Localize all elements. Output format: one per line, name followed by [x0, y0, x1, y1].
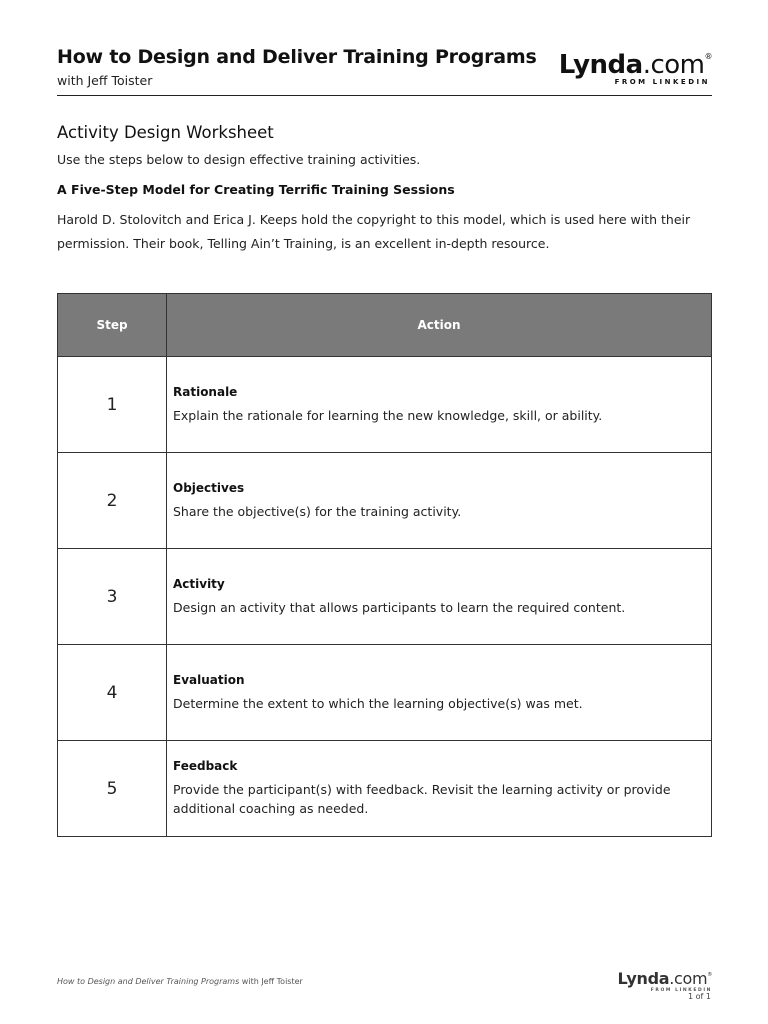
header-divider: [57, 95, 712, 96]
logo-domain-text: .com: [642, 50, 705, 80]
worksheet-title: Activity Design Worksheet: [57, 123, 274, 142]
logo-sub-text: FROM LINKEDIN: [614, 78, 710, 86]
footer-course-credit: [57, 977, 303, 986]
document-header: [57, 42, 712, 96]
action-title: Activity: [173, 576, 225, 591]
step-number: 1: [58, 357, 167, 453]
column-header-action: Action: [167, 294, 712, 357]
action-cell: [167, 549, 712, 645]
footer-lynda-logo: [618, 966, 712, 993]
document-subtitle: with Jeff Toister: [57, 73, 153, 88]
action-description: Provide the participant(s) with feedback. Revisit the learning activity or provide additional coaching as needed.: [173, 782, 671, 816]
footer-logo-registered-mark: ®: [707, 972, 712, 978]
footer-author: with Jeff Toister: [241, 977, 303, 986]
model-heading: A Five-Step Model for Creating Terrific Training Sessions: [57, 182, 455, 197]
action-description: Share the objective(s) for the training activity.: [173, 503, 462, 519]
action-cell: [167, 453, 712, 549]
logo-main-text: Lynda: [558, 50, 643, 80]
logo-registered-mark: ®: [704, 52, 712, 61]
column-header-step: Step: [58, 294, 167, 357]
table-row: [58, 741, 712, 837]
action-cell: [167, 357, 712, 453]
action-cell: [167, 741, 712, 837]
action-description: Explain the rationale for learning the new knowledge, skill, or ability.: [173, 407, 603, 423]
step-number: 3: [58, 549, 167, 645]
copyright-credit: Harold D. Stolovitch and Erica J. Keeps hold the copyright to this model, which is used here with their permission. Their book, Telling Ain’t Training, is an excellent in-depth resource.: [57, 212, 691, 251]
footer-course-title: How to Design and Deliver Training Programs: [57, 977, 240, 986]
action-title: Rationale: [173, 384, 238, 399]
steps-table: [57, 293, 712, 837]
table-row: [58, 357, 712, 453]
table-row: [58, 549, 712, 645]
footer-logo-main-text: Lynda: [617, 969, 670, 988]
worksheet-intro: Use the steps below to design effective training activities.: [57, 152, 421, 167]
lynda-logo: [559, 42, 712, 86]
table-header-row: [58, 294, 712, 357]
table-row: [58, 453, 712, 549]
action-description: Determine the extent to which the learning objective(s) was met.: [173, 695, 583, 711]
footer-logo-sub-text: FROM LINKEDIN: [650, 988, 712, 993]
action-title: Objectives: [173, 480, 245, 495]
action-title: Feedback: [173, 759, 238, 773]
action-title: Evaluation: [173, 672, 245, 687]
table-row: [58, 645, 712, 741]
footer-logo-domain-text: .com: [669, 969, 708, 988]
action-cell: [167, 645, 712, 741]
action-description: Design an activity that allows participants to learn the required content.: [173, 599, 626, 615]
page-number: 1 of 1: [688, 992, 711, 1001]
step-number: 2: [58, 453, 167, 549]
step-number: 5: [58, 741, 167, 837]
step-number: 4: [58, 645, 167, 741]
document-title: How to Design and Deliver Training Programs: [57, 46, 537, 68]
